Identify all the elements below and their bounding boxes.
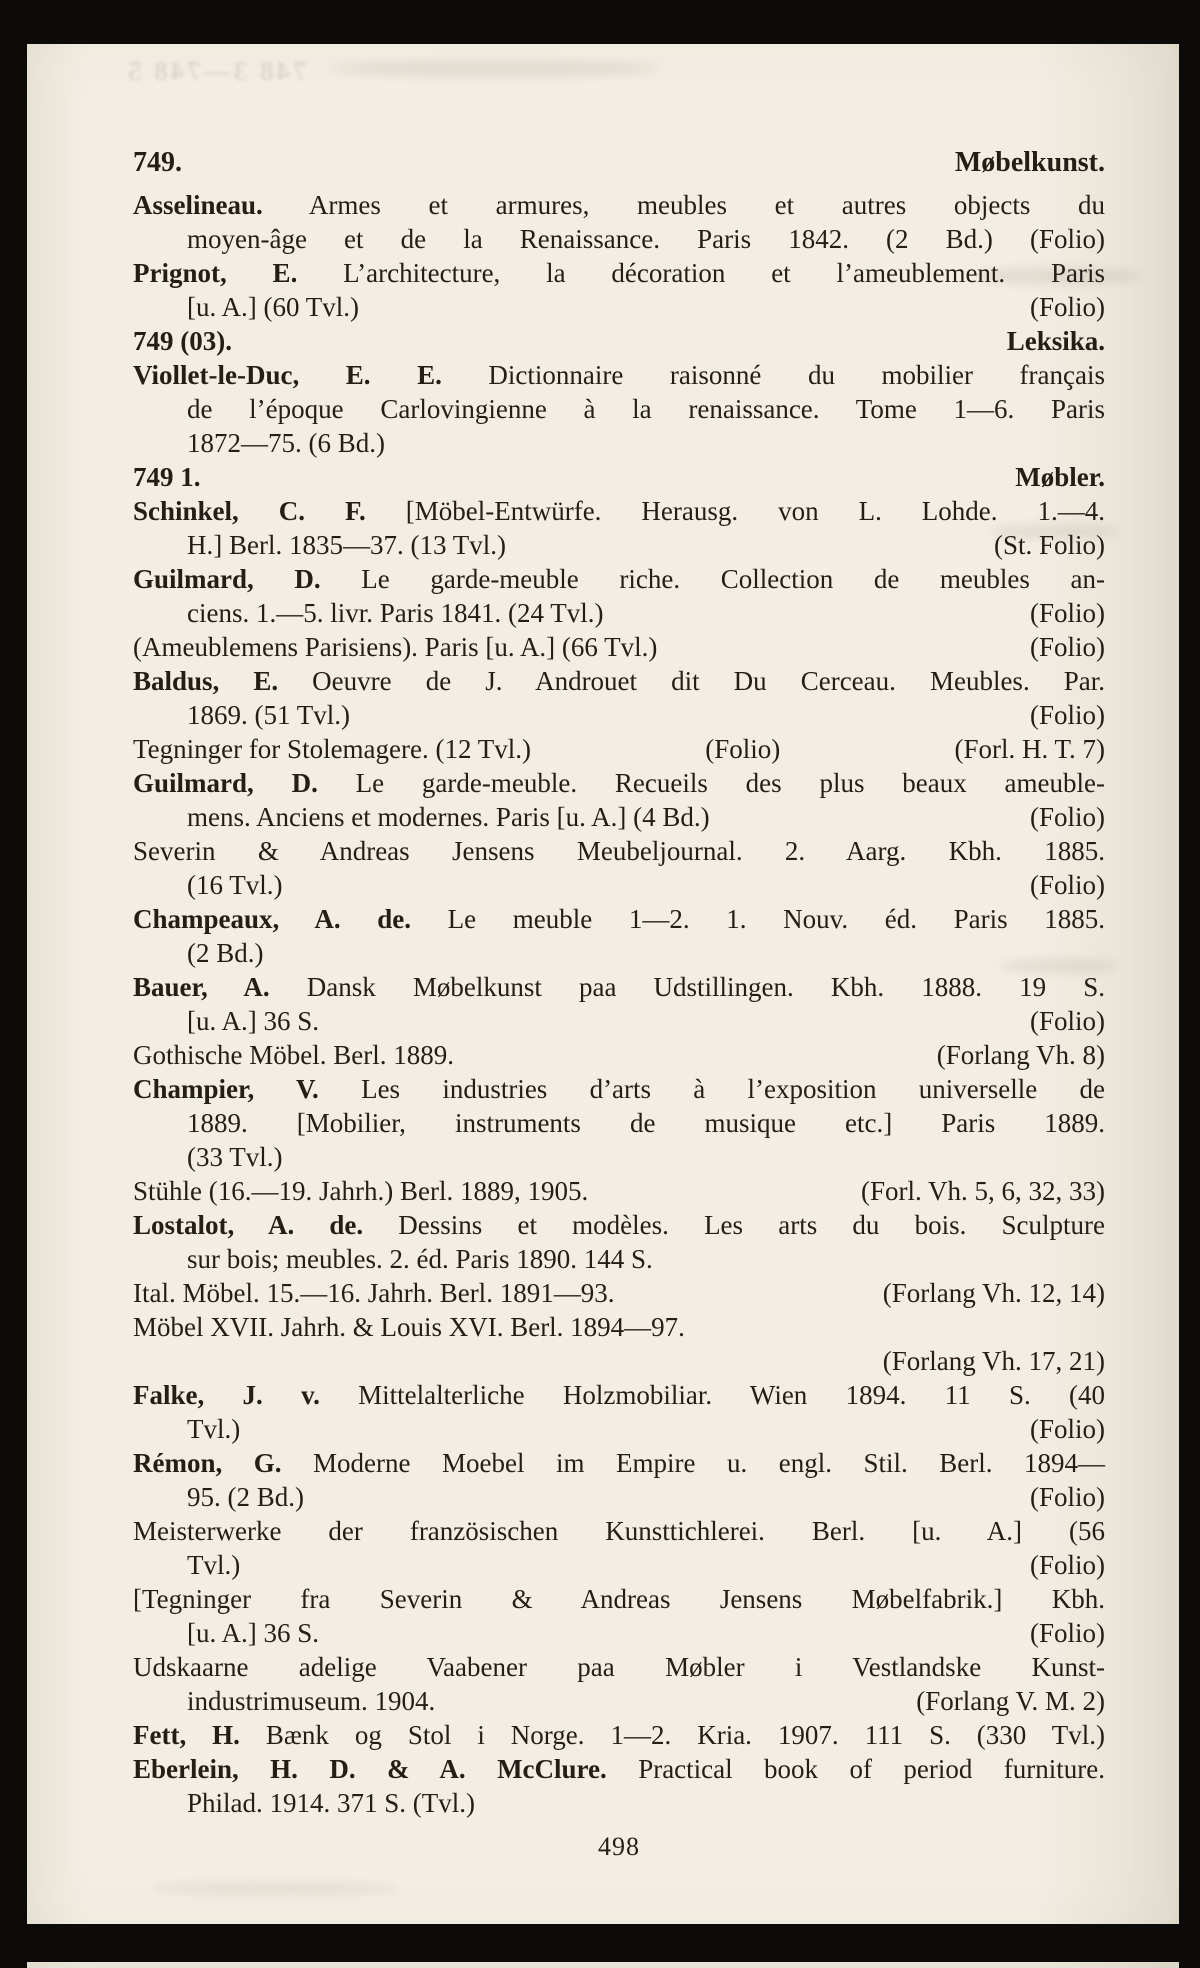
entry-text xyxy=(133,630,657,664)
entry-text xyxy=(133,836,1105,866)
classification-number: 749. xyxy=(133,147,182,178)
entry-text: de l’époque Carlovingienne à la renaissance. Tome 1—6. Paris xyxy=(187,394,1105,424)
entry-text: [u. A.] 36 S. xyxy=(187,1006,320,1036)
entry-text: Practical book of period furniture. xyxy=(606,1754,1105,1784)
catalog-line xyxy=(133,494,1105,528)
entry-text: [Tegninger fra Severin & Andreas Jensens Møbelfabrik.] Kbh. xyxy=(133,1584,1105,1614)
catalog-line xyxy=(133,766,1105,800)
entry-text xyxy=(187,1548,240,1582)
entry-text xyxy=(133,1038,454,1072)
entry-text: ciens. 1.—5. livr. Paris 1841. (24 Tvl.) xyxy=(187,598,604,628)
scan-border-right xyxy=(1179,0,1200,1968)
format-note: (Folio) xyxy=(1029,292,1105,322)
entry-text: moyen-âge et de la Renaissance. Paris 1842. (2 Bd.) (Folio) xyxy=(187,224,1105,254)
entry-text: Dansk Møbelkunst paa Udstillingen. Kbh. 1888. 19 S. xyxy=(269,972,1105,1002)
catalog-line xyxy=(133,1276,1105,1310)
entry-author: Bauer, A. xyxy=(133,972,270,1002)
catalog-lines xyxy=(133,188,1105,1820)
entry-text xyxy=(133,1174,588,1208)
catalog-line xyxy=(133,290,1105,324)
catalog-line xyxy=(133,1072,1105,1106)
entry-author: Guilmard, D. xyxy=(133,768,318,798)
format-note: (St. Folio) xyxy=(993,530,1105,560)
catalog-line xyxy=(133,800,1105,834)
catalog-line xyxy=(133,1752,1105,1786)
entry-author: Champier, V. xyxy=(133,1074,319,1104)
entry-text xyxy=(133,1312,685,1342)
catalog-line xyxy=(133,1582,1105,1616)
format-note: (Forlang Vh. 12, 14) xyxy=(882,1278,1105,1308)
entry-text: mens. Anciens et modernes. Paris [u. A.] (4 Bd.) xyxy=(187,802,710,832)
entry-text xyxy=(187,1108,1105,1138)
entry-text xyxy=(187,290,359,324)
format-note: (Folio) xyxy=(1029,802,1105,832)
entry-text xyxy=(133,1380,1105,1410)
entry-text: Tegninger for Stolemagere. (12 Tvl.) xyxy=(133,734,531,764)
catalog-line xyxy=(133,936,1105,970)
entry-text: Dictionnaire raisonné du mobilier français xyxy=(441,360,1105,390)
entry-text: (16 Tvl.) xyxy=(187,870,283,900)
format-note: (Folio) xyxy=(1029,1006,1105,1036)
format-note: (Forlang V. M. 2) xyxy=(916,1686,1105,1716)
entry-text: 1869. (51 Tvl.) xyxy=(187,700,350,730)
format-note: (Folio) xyxy=(1029,1618,1105,1648)
entry-text: [u. A.] 36 S. xyxy=(187,1618,320,1648)
entry-author: Falke, J. v. xyxy=(133,1380,320,1410)
entry-text xyxy=(187,1142,283,1172)
entry-text xyxy=(133,324,232,358)
entry-text xyxy=(133,732,531,766)
catalog-line xyxy=(133,834,1105,868)
entry-text xyxy=(187,428,385,458)
subsection-title: Leksika. xyxy=(1006,326,1105,356)
entry-text xyxy=(133,1448,1105,1478)
catalog-line xyxy=(133,324,1105,358)
catalog-line xyxy=(133,1412,1105,1446)
format-note: (Folio) xyxy=(1029,632,1105,662)
section-header xyxy=(133,146,1105,180)
entry-text xyxy=(187,938,264,968)
entry-text xyxy=(187,1412,240,1446)
entry-text: Mittelalterliche Holzmobiliar. Wien 1894. 11 S. (40 xyxy=(319,1380,1105,1410)
entry-text xyxy=(133,1210,1105,1240)
catalog-line xyxy=(133,1344,1105,1378)
scan-border-bottom xyxy=(0,1924,1200,1962)
catalog-line xyxy=(133,1446,1105,1480)
catalog-line xyxy=(133,222,1105,256)
entry-text xyxy=(133,1720,1105,1750)
catalog-line xyxy=(133,358,1105,392)
catalog-line xyxy=(133,460,1105,494)
catalog-line xyxy=(133,630,1105,664)
entry-text xyxy=(187,596,603,630)
entry-text: Le garde-meuble riche. Collection de meubles an- xyxy=(320,564,1106,594)
entry-text xyxy=(187,1244,653,1274)
entry-author: Rémon, G. xyxy=(133,1448,282,1478)
entry-text xyxy=(187,394,1105,424)
entry-author: Fett, H. xyxy=(133,1720,240,1750)
entry-text: L’architecture, la décoration et l’ameublement. Paris xyxy=(297,258,1106,288)
entry-text: H.] Berl. 1835—37. (13 Tvl.) xyxy=(187,530,506,560)
entry-text: Ital. Möbel. 15.—16. Jahrh. Berl. 1891—93. xyxy=(133,1278,615,1308)
catalog-line xyxy=(133,1038,1105,1072)
format-note: (Forl. H. T. 7) xyxy=(954,734,1105,764)
entry-text: Severin & Andreas Jensens Meubeljournal. 2. Aarg. Kbh. 1885. xyxy=(133,836,1105,866)
entry-text: Le garde-meuble. Recueils des plus beaux ameuble- xyxy=(317,768,1105,798)
entry-text xyxy=(133,190,1105,220)
entry-text: Stühle (16.—19. Jahrh.) Berl. 1889, 1905. xyxy=(133,1176,589,1206)
entry-author: Prignot, E. xyxy=(133,258,298,288)
entry-text xyxy=(187,1788,475,1818)
entry-text: 1889. [Mobilier, instruments de musique etc.] Paris 1889. xyxy=(187,1108,1105,1138)
format-note: (Forlang Vh. 17, 21) xyxy=(882,1346,1105,1376)
entry-text xyxy=(133,360,1105,390)
catalog-line xyxy=(133,426,1105,460)
entry-text: sur bois; meubles. 2. éd. Paris 1890. 144 S. xyxy=(187,1244,653,1274)
entry-text: [Möbel-Entwürfe. Herausg. von L. Lohde. 1.—4. xyxy=(365,496,1105,526)
entry-text xyxy=(133,1074,1105,1104)
catalog-line xyxy=(133,732,1105,766)
entry-text: Möbel XVII. Jahrh. & Louis XVI. Berl. 1894—97. xyxy=(133,1312,685,1342)
entry-text xyxy=(133,460,201,494)
format-note: (Forlang Vh. 8) xyxy=(936,1040,1105,1070)
entry-text: Meisterwerke der französischen Kunsttichlerei. Berl. [u. A.] (56 xyxy=(133,1516,1105,1546)
catalog-content xyxy=(133,146,1105,1864)
entry-author: Champeaux, A. de. xyxy=(133,904,412,934)
entry-text xyxy=(133,258,1105,288)
catalog-line xyxy=(133,970,1105,1004)
catalog-line xyxy=(133,868,1105,902)
catalog-line xyxy=(133,1140,1105,1174)
subsection-title: Møbler. xyxy=(1015,462,1105,492)
entry-author: Eberlein, H. D. & A. McClure. xyxy=(133,1754,607,1784)
entry-text: Philad. 1914. 371 S. (Tvl.) xyxy=(187,1788,475,1818)
catalog-line xyxy=(133,562,1105,596)
catalog-line xyxy=(133,1480,1105,1514)
entry-author: Guilmard, D. xyxy=(133,564,321,594)
entry-text: Moderne Moebel im Empire u. engl. Stil. Berl. 1894— xyxy=(281,1448,1105,1478)
catalog-line xyxy=(133,1174,1105,1208)
catalog-line xyxy=(133,1378,1105,1412)
entry-text xyxy=(187,868,283,902)
entry-text xyxy=(133,768,1105,798)
catalog-line xyxy=(133,902,1105,936)
entry-text xyxy=(187,1616,319,1650)
scan-border-top xyxy=(0,0,1200,44)
entry-text: Tvl.) xyxy=(187,1550,241,1580)
entry-text xyxy=(187,1004,319,1038)
entry-text: 95. (2 Bd.) xyxy=(187,1482,304,1512)
entry-text xyxy=(133,1276,614,1310)
catalog-line xyxy=(133,1650,1105,1684)
catalog-line xyxy=(133,1514,1105,1548)
entry-text xyxy=(187,528,506,562)
entry-text xyxy=(187,224,1105,254)
catalog-line xyxy=(133,1786,1105,1820)
scan-border-left xyxy=(0,0,27,1968)
entry-author: Lostalot, A. de. xyxy=(133,1210,364,1240)
entry-author: 749 1. xyxy=(133,462,201,492)
catalog-line xyxy=(133,1208,1105,1242)
entry-author: Viollet-le-Duc, E. E. xyxy=(133,360,442,390)
format-note: (Folio) xyxy=(705,734,781,764)
catalog-line xyxy=(133,1242,1105,1276)
scan-smudge xyxy=(330,62,660,76)
catalog-line xyxy=(133,528,1105,562)
entry-text: 1872—75. (6 Bd.) xyxy=(187,428,385,458)
entry-text xyxy=(133,1516,1105,1546)
format-note: (Folio) xyxy=(1029,1414,1105,1444)
entry-text: Tvl.) xyxy=(187,1414,241,1444)
entry-text xyxy=(187,698,350,732)
catalog-line xyxy=(133,1548,1105,1582)
catalog-line xyxy=(133,698,1105,732)
section-title: Møbelkunst. xyxy=(954,147,1105,178)
catalog-line xyxy=(133,1616,1105,1650)
catalog-line xyxy=(133,596,1105,630)
catalog-line xyxy=(133,188,1105,222)
entry-text: Le meuble 1—2. 1. Nouv. éd. Paris 1885. xyxy=(411,904,1105,934)
entry-text: Les industries d’arts à l’exposition universelle de xyxy=(318,1074,1105,1104)
entry-text: Udskaarne adelige Vaabener paa Møbler i Vestlandske Kunst- xyxy=(133,1652,1105,1682)
entry-author: Asselineau. xyxy=(133,190,263,220)
format-note: (Folio) xyxy=(1029,700,1105,730)
catalog-line xyxy=(133,1106,1105,1140)
format-note: (Folio) xyxy=(1029,598,1105,628)
bleedthrough-text: 748 3—748 5 xyxy=(125,56,307,86)
entry-text: (Ameublemens Parisiens). Paris [u. A.] (66 Tvl.) xyxy=(133,632,658,662)
entry-author: 749 (03). xyxy=(133,326,232,356)
entry-text: [u. A.] (60 Tvl.) xyxy=(187,292,359,322)
entry-text xyxy=(133,1584,1105,1614)
entry-text xyxy=(133,1754,1105,1784)
entry-text xyxy=(187,1684,435,1718)
entry-author: Baldus, E. xyxy=(133,666,279,696)
entry-text xyxy=(133,666,1105,696)
entry-text xyxy=(133,564,1105,594)
catalog-line xyxy=(133,1684,1105,1718)
entry-text xyxy=(133,972,1105,1002)
catalog-line xyxy=(133,664,1105,698)
entry-text xyxy=(133,904,1105,934)
format-note: (Folio) xyxy=(1029,1550,1105,1580)
entry-text: industrimuseum. 1904. xyxy=(187,1686,436,1716)
format-note: (Folio) xyxy=(1029,870,1105,900)
entry-text xyxy=(187,1480,304,1514)
entry-text: Oeuvre de J. Androuet dit Du Cerceau. Meubles. Par. xyxy=(278,666,1106,696)
catalog-line xyxy=(133,256,1105,290)
catalog-line xyxy=(133,1310,1105,1344)
format-note: (Folio) xyxy=(1029,1482,1105,1512)
entry-text: Bænk og Stol i Norge. 1—2. Kria. 1907. 111 S. (330 Tvl.) xyxy=(239,1720,1106,1750)
entry-text: Armes et armures, meubles et autres objects du xyxy=(262,190,1105,220)
catalog-line xyxy=(133,392,1105,426)
entry-text: Dessins et modèles. Les arts du bois. Sculpture xyxy=(363,1210,1105,1240)
entry-text xyxy=(133,496,1105,526)
page-number: 498 xyxy=(598,1832,640,1861)
catalog-line xyxy=(133,1004,1105,1038)
entry-text: (2 Bd.) xyxy=(187,938,264,968)
entry-text: Gothische Möbel. Berl. 1889. xyxy=(133,1040,454,1070)
catalog-line xyxy=(133,1718,1105,1752)
format-note: (Forl. Vh. 5, 6, 32, 33) xyxy=(860,1176,1105,1206)
entry-text xyxy=(187,800,710,834)
scan-smudge xyxy=(150,1884,400,1893)
entry-author: Schinkel, C. F. xyxy=(133,496,366,526)
entry-text xyxy=(133,1652,1105,1682)
entry-text: (33 Tvl.) xyxy=(187,1142,283,1172)
